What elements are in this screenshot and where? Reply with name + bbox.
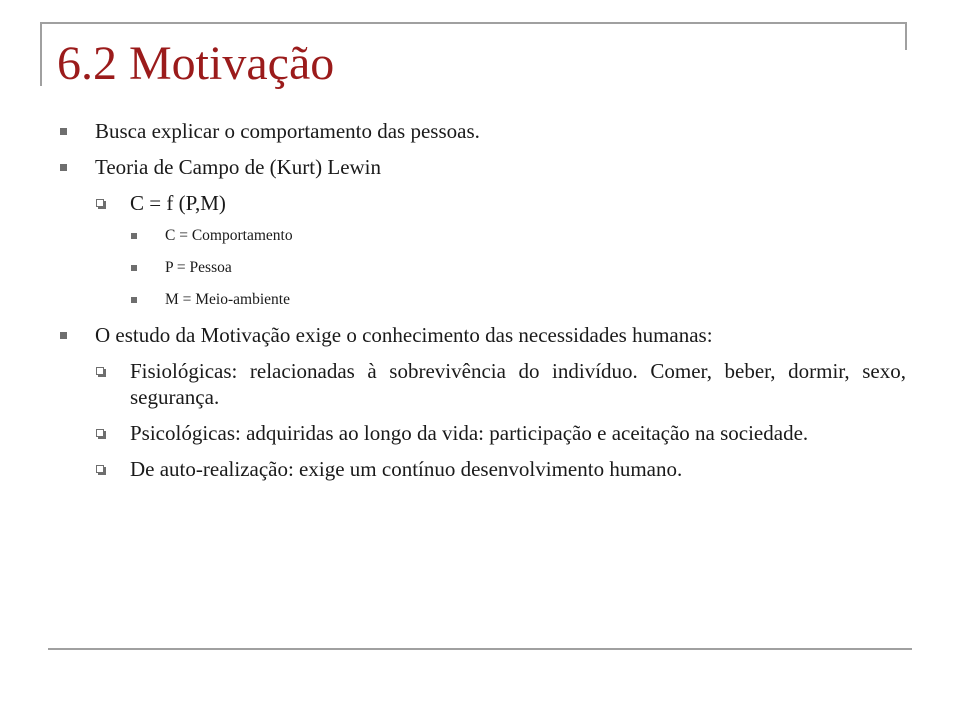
bullet-text: Busca explicar o comportamento das pessoas. — [95, 119, 480, 143]
left-rule — [40, 22, 42, 86]
sub-sub-bullet-text: P = Pessoa — [165, 259, 232, 276]
shadow-box-bullet-icon — [96, 465, 104, 473]
square-bullet-icon — [60, 332, 67, 339]
sub-sub-bullet-text: C = Comportamento — [165, 227, 293, 244]
sub-bullet-text: C = f (P,M) — [130, 191, 226, 215]
bottom-rule — [48, 648, 912, 650]
sub-bullet-item — [58, 456, 906, 482]
bullet-text: O estudo da Motivação exige o conhecimento das necessidades humanas: — [95, 323, 713, 347]
slide-body — [58, 118, 906, 492]
bullet-item — [58, 322, 906, 348]
shadow-box-bullet-icon — [96, 367, 104, 375]
top-rule — [40, 22, 906, 24]
sub-sub-bullet-item — [58, 258, 906, 278]
shadow-box-bullet-icon — [96, 199, 104, 207]
shadow-box-bullet-icon — [96, 429, 104, 437]
bullet-item — [58, 118, 906, 144]
sub-sub-bullet-item — [58, 290, 906, 310]
sub-bullet-text: Fisiológicas: relacionadas à sobrevivência do indivíduo. Comer, beber, dormir, sexo, segurança. — [130, 359, 906, 409]
sub-bullet-item — [58, 190, 906, 216]
sub-bullet-item — [58, 358, 906, 410]
sub-bullet-text: Psicológicas: adquiridas ao longo da vida: participação e aceitação na sociedade. — [130, 421, 809, 445]
top-right-rule — [905, 22, 907, 50]
bullet-item — [58, 154, 906, 180]
square-bullet-icon — [131, 233, 137, 239]
sub-bullet-text: De auto-realização: exige um contínuo desenvolvimento humano. — [130, 457, 683, 481]
sub-sub-bullet-item — [58, 226, 906, 246]
slide-title: 6.2 Motivação — [57, 37, 335, 90]
square-bullet-icon — [131, 265, 137, 271]
square-bullet-icon — [131, 297, 137, 303]
square-bullet-icon — [60, 164, 67, 171]
square-bullet-icon — [60, 128, 67, 135]
sub-bullet-item — [58, 420, 906, 446]
bullet-text: Teoria de Campo de (Kurt) Lewin — [95, 155, 382, 179]
sub-sub-bullet-text: M = Meio-ambiente — [165, 291, 290, 308]
